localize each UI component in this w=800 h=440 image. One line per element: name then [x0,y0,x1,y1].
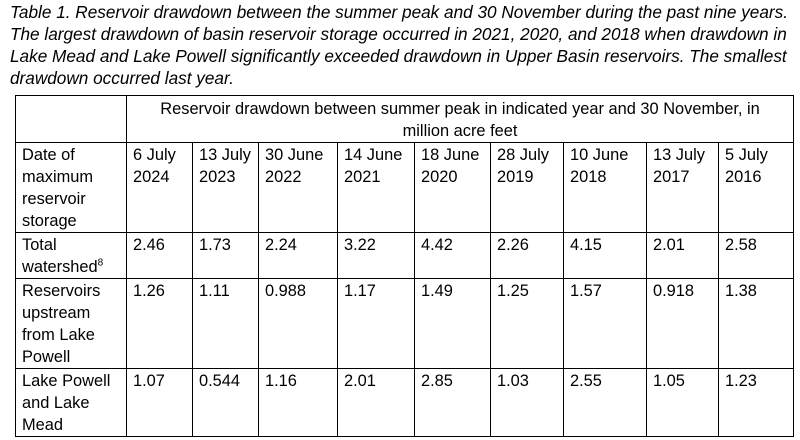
value-cell: 2.24 [259,233,338,279]
row-label: Lake Powell and Lake Mead [16,369,127,437]
date-cell [564,143,647,233]
date-year: 2016 [725,168,762,186]
value-cell: 1.16 [259,369,338,437]
value-cell: 0.544 [193,369,259,437]
date-day: 14 June [344,146,403,164]
date-day: 5 July [725,146,768,164]
date-day: 28 July [497,146,549,164]
table-header-row [16,96,794,143]
date-year: 2023 [199,168,236,186]
date-row-label: Date of maximum reservoir storage [16,143,127,233]
date-cell [338,143,415,233]
date-day: 10 June [570,146,629,164]
value-cell: 1.05 [647,369,719,437]
drawdown-table [15,95,794,437]
date-year: 2024 [133,168,170,186]
value-cell: 1.17 [338,279,415,369]
value-cell: 2.01 [647,233,719,279]
value-cell: 1.49 [415,279,491,369]
value-cell: 2.01 [338,369,415,437]
date-cell [415,143,491,233]
value-cell: 0.988 [259,279,338,369]
value-cell: 1.03 [491,369,564,437]
value-cell: 1.38 [719,279,794,369]
date-day: 13 July [199,146,251,164]
date-day: 13 July [653,146,705,164]
value-cell: 1.07 [127,369,193,437]
empty-corner-cell [16,96,127,143]
footnote-marker: 8 [97,257,104,269]
value-cell: 2.85 [415,369,491,437]
date-cell [259,143,338,233]
table-row [16,279,794,369]
value-cell: 2.46 [127,233,193,279]
span-header-cell: Reservoir drawdown between summer peak in indicated year and 30 November, in million acre feet [127,96,794,143]
table-caption: Table 1. Reservoir drawdown between the summer peak and 30 November during the past nine years. The largest drawdown of basin reservoir storage occurred in 2021, 2020, and 2018 when drawdown in Lake Mead and Lake Powell significantly exceeded drawdown in Upper Basin reservoirs. The smallest drawdown occurred last year. [10,2,789,88]
date-year: 2022 [265,168,302,186]
value-cell: 1.11 [193,279,259,369]
row-label: Reservoirs upstream from Lake Powell [16,279,127,369]
date-cell [127,143,193,233]
date-year: 2017 [653,168,690,186]
value-cell: 1.57 [564,279,647,369]
date-year: 2021 [344,168,381,186]
value-cell: 1.73 [193,233,259,279]
date-row [16,143,794,233]
date-year: 2018 [570,168,607,186]
table-row [16,233,794,279]
value-cell: 2.55 [564,369,647,437]
date-cell [193,143,259,233]
row-label [16,233,127,279]
table-row [16,369,794,437]
date-cell [647,143,719,233]
row-label-text: Total watershed [22,236,98,276]
value-cell: 1.26 [127,279,193,369]
date-year: 2019 [497,168,534,186]
date-day: 18 June [421,146,480,164]
value-cell: 0.918 [647,279,719,369]
value-cell: 1.25 [491,279,564,369]
date-day: 6 July [133,146,176,164]
date-cell [719,143,794,233]
value-cell: 4.42 [415,233,491,279]
value-cell: 2.26 [491,233,564,279]
date-day: 30 June [265,146,324,164]
value-cell: 1.23 [719,369,794,437]
value-cell: 4.15 [564,233,647,279]
date-cell [491,143,564,233]
value-cell: 3.22 [338,233,415,279]
date-year: 2020 [421,168,458,186]
value-cell: 2.58 [719,233,794,279]
